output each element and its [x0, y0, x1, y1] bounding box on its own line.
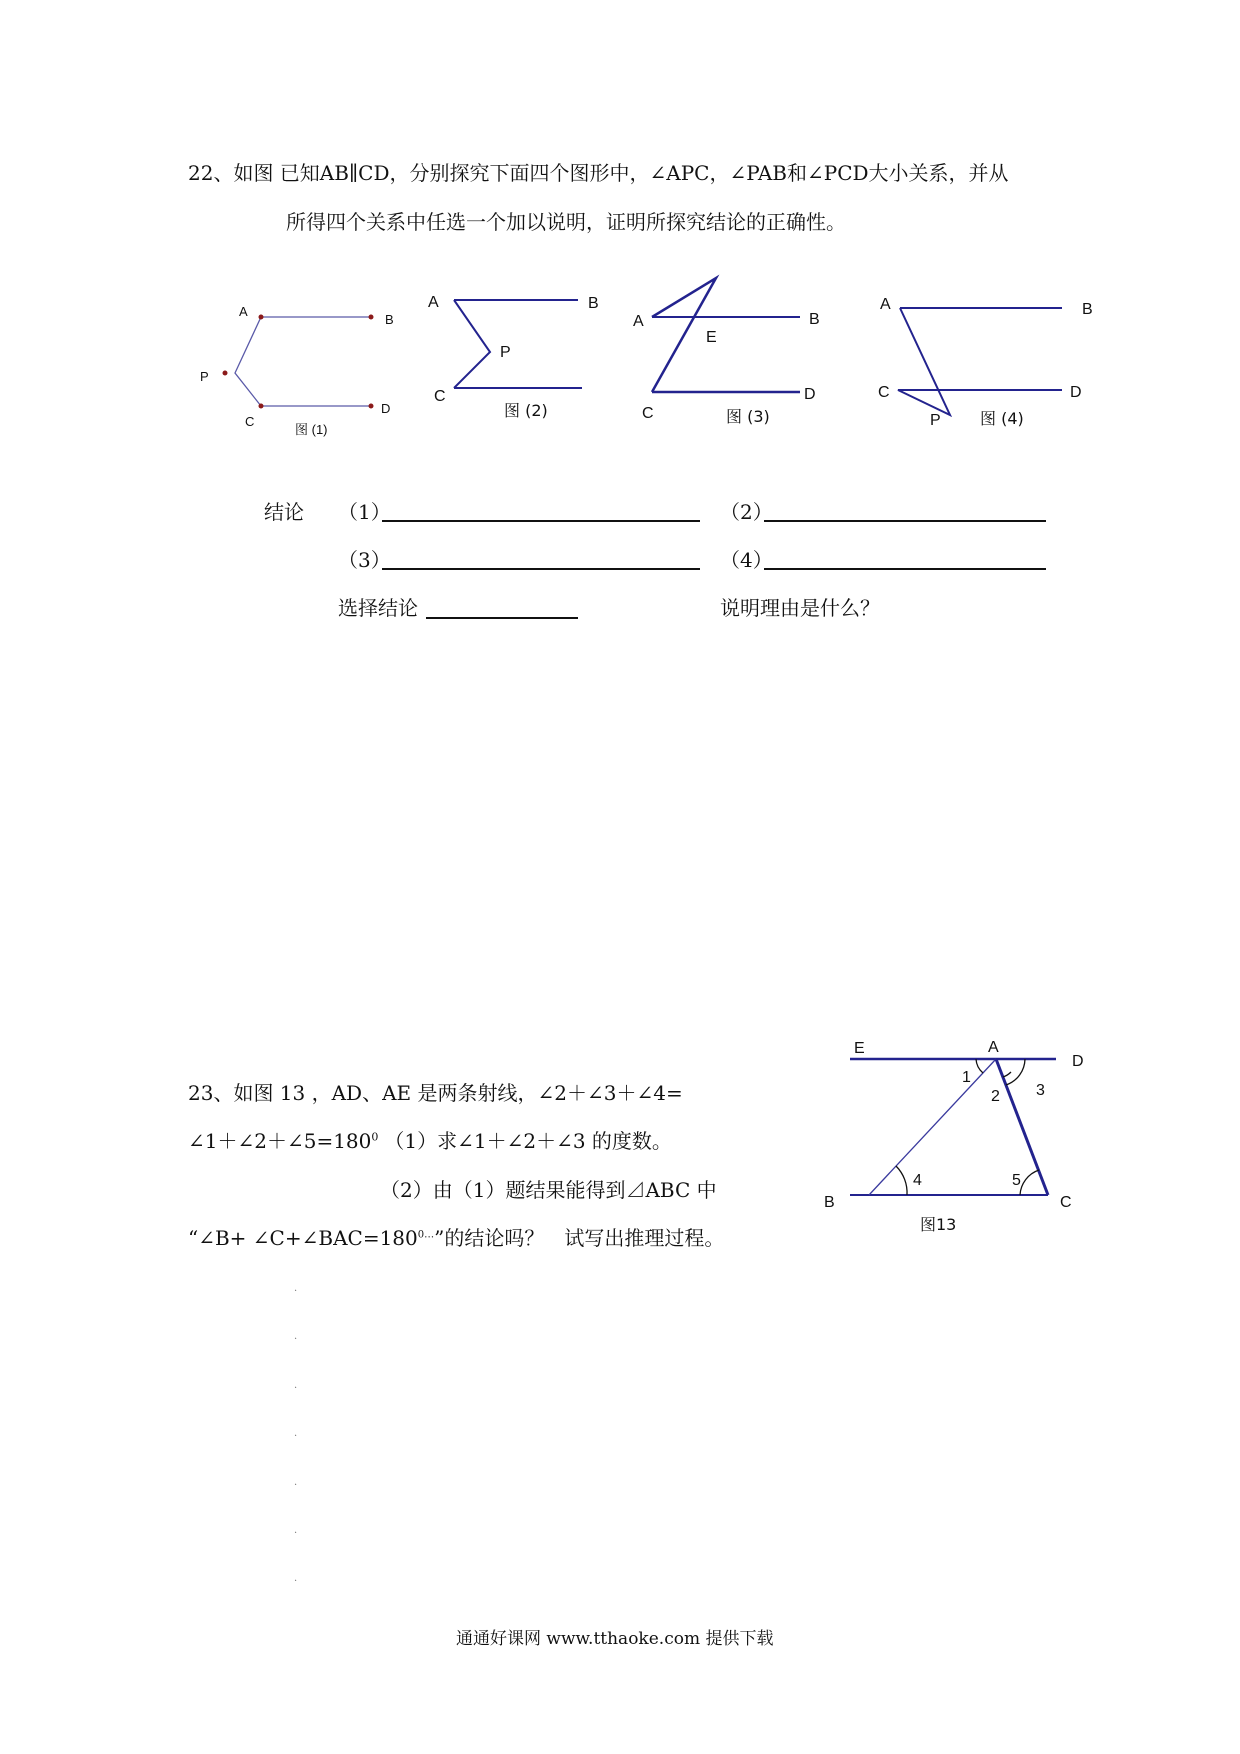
f13-label-4: 4 — [913, 1172, 922, 1189]
f1-caption: 图 (1) — [295, 422, 328, 437]
f1-label-C: C — [245, 414, 255, 429]
q23-part1: （1）求∠1＋∠2＋∠3 的度数。 — [384, 1129, 672, 1153]
q23-line4 — [188, 1228, 724, 1248]
footer-text: 通通好课网 www.tthaoke.com 提供下载 — [456, 1629, 774, 1649]
f13-caption: 图13 — [920, 1215, 957, 1234]
choose-conclusion-blank[interactable] — [426, 617, 578, 619]
f13-label-C: C — [1060, 1194, 1072, 1211]
figure-4 — [870, 290, 1100, 444]
q23-line4-text: “∠B+ ∠C+∠BAC=180 — [188, 1226, 418, 1250]
f13-label-3: 3 — [1036, 1082, 1045, 1099]
conclusion-4-number: （4） — [720, 548, 773, 572]
f13-label-2: 2 — [991, 1088, 1000, 1105]
f1-label-P: P — [200, 369, 209, 384]
figure-1 — [195, 300, 405, 444]
answer-dot: . — [294, 1428, 298, 1439]
q23-line4-degree: 0… — [417, 1229, 435, 1241]
f3-label-B: B — [809, 311, 820, 328]
f13-label-D: D — [1072, 1053, 1084, 1070]
f3-label-C: C — [642, 405, 654, 422]
q23-line1: 23、如图 13 ，AD、AE 是两条射线，∠2＋∠3＋∠4= — [188, 1081, 683, 1105]
f13-label-5: 5 — [1012, 1172, 1021, 1189]
q23-line4-rest: ”的结论吗？ 试写出推理过程。 — [434, 1226, 725, 1250]
f2-caption: 图 (2) — [504, 401, 548, 420]
conclusion-4-blank[interactable] — [764, 568, 1046, 570]
answer-dot: . — [294, 1477, 298, 1488]
f4-label-B: B — [1082, 301, 1093, 318]
answer-dot: . — [294, 1331, 298, 1342]
f13-label-A: A — [988, 1039, 999, 1056]
f3-label-D: D — [804, 386, 816, 403]
reason-prompt: 说明理由是什么？ — [720, 596, 880, 620]
f4-label-C: C — [878, 384, 890, 401]
conclusion-1-blank[interactable] — [382, 520, 700, 522]
f3-caption: 图 (3) — [726, 407, 770, 426]
f3-label-E: E — [706, 329, 717, 346]
conclusion-3-blank[interactable] — [382, 568, 700, 570]
f2-label-A: A — [428, 294, 439, 311]
figure-13 — [820, 1030, 1110, 1244]
q23-line2-text: ∠1＋∠2＋∠5=180 — [188, 1129, 372, 1153]
q23-line2-degree: 0 — [371, 1130, 379, 1144]
q23-part2: （2）由（1）题结果能得到⊿ABC 中 — [380, 1178, 717, 1202]
f4-label-D: D — [1070, 384, 1082, 401]
f13-label-1: 1 — [962, 1069, 971, 1086]
q22-line1: 22、如图 已知AB∥CD，分别探究下面四个图形中，∠APC，∠PAB和∠PCD大小关系，并从 — [188, 161, 1009, 185]
f3-label-A: A — [633, 313, 644, 330]
answer-dot: . — [294, 1283, 298, 1294]
f4-label-A: A — [880, 296, 891, 313]
q22-line2: 所得四个关系中任选一个加以说明，证明所探究结论的正确性。 — [286, 210, 846, 234]
q23-line2 — [188, 1131, 672, 1151]
figure-2 — [420, 290, 620, 434]
answer-dot: . — [294, 1525, 298, 1536]
answer-dot: . — [294, 1380, 298, 1391]
answer-dot: . — [294, 1573, 298, 1584]
choose-conclusion-label: 选择结论 — [338, 596, 418, 620]
f2-label-B: B — [588, 295, 599, 312]
f4-caption: 图 (4) — [980, 409, 1024, 428]
f1-label-D: D — [381, 401, 391, 416]
f1-label-A: A — [239, 304, 248, 319]
conclusion-2-number: （2） — [720, 500, 773, 524]
f2-label-C: C — [434, 388, 446, 405]
f4-label-P: P — [930, 412, 941, 429]
conclusion-2-blank[interactable] — [764, 520, 1046, 522]
f13-label-E: E — [854, 1040, 865, 1057]
figure-3 — [630, 270, 830, 434]
f13-label-B: B — [824, 1194, 835, 1211]
f2-label-P: P — [500, 344, 511, 361]
conclusion-1-number: （1） — [338, 500, 391, 524]
conclusion-label: 结论 — [264, 500, 304, 524]
f1-label-B: B — [385, 312, 394, 327]
conclusion-3-number: （3） — [338, 548, 391, 572]
